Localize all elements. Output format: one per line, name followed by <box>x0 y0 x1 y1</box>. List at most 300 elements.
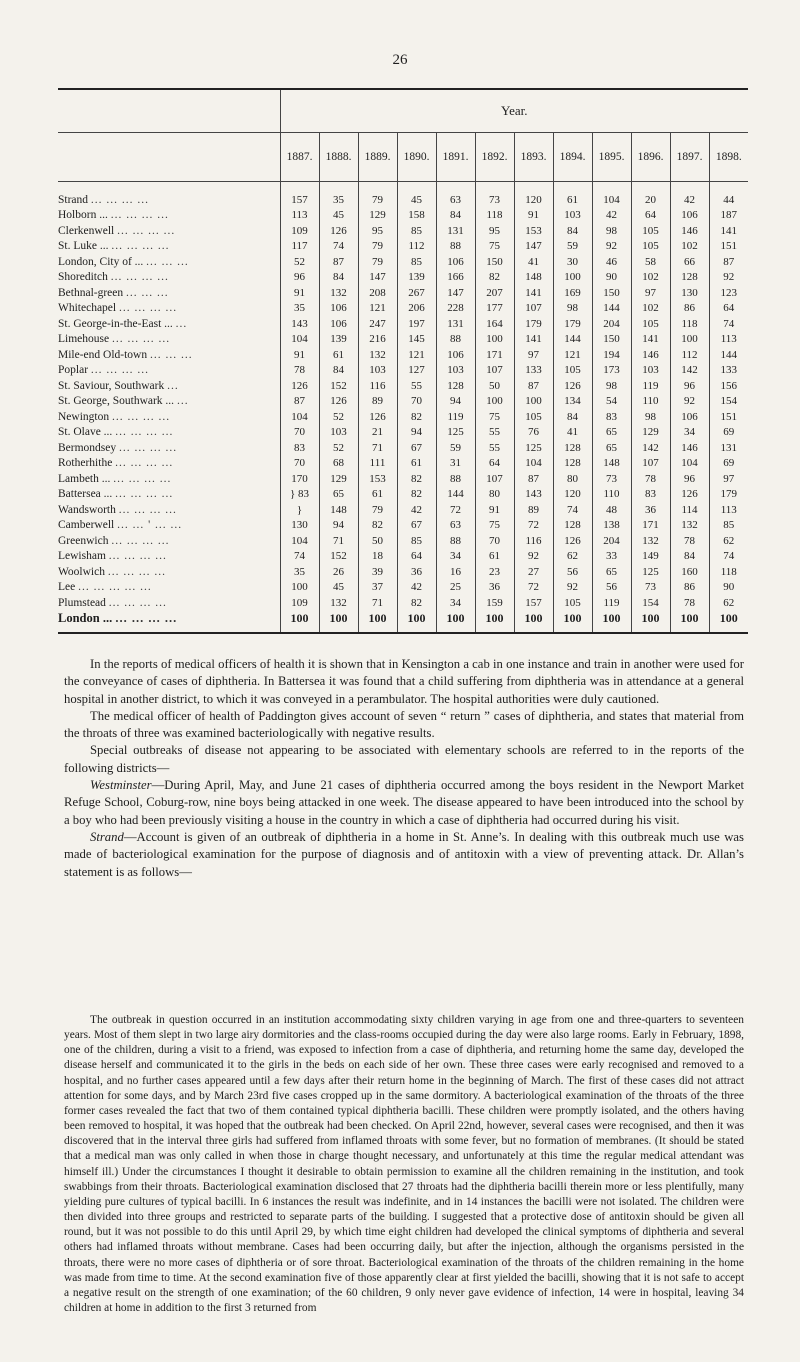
value-cell: 67 <box>397 440 436 456</box>
value-cell: 100 <box>475 332 514 348</box>
value-cell: 132 <box>319 595 358 611</box>
value-cell: 52 <box>319 440 358 456</box>
value-cell: 126 <box>319 223 358 239</box>
value-cell: 96 <box>670 471 709 487</box>
value-cell: 100 <box>709 611 748 633</box>
value-cell: 143 <box>280 316 319 332</box>
value-cell: 166 <box>436 270 475 286</box>
value-cell: 73 <box>631 580 670 596</box>
value-cell: 126 <box>358 409 397 425</box>
value-cell: 197 <box>397 316 436 332</box>
district-name: St. George-in-the-East ... <box>58 317 173 330</box>
district-name: Battersea ... <box>58 488 113 501</box>
value-cell: 62 <box>709 595 748 611</box>
value-cell: 204 <box>592 533 631 549</box>
value-cell: 97 <box>514 347 553 363</box>
value-cell: 146 <box>670 440 709 456</box>
district-cell <box>58 378 280 394</box>
value-cell: 129 <box>358 208 397 224</box>
value-cell: 87 <box>709 254 748 270</box>
value-cell: 35 <box>280 301 319 317</box>
district-name: Mile-end Old-town <box>58 348 148 361</box>
value-cell: 74 <box>709 316 748 332</box>
district-cell <box>58 456 280 472</box>
table-row <box>58 549 748 565</box>
value-cell: 100 <box>631 611 670 633</box>
value-cell: 21 <box>358 425 397 441</box>
value-cell: 267 <box>397 285 436 301</box>
value-cell: 133 <box>514 363 553 379</box>
value-cell: 144 <box>436 487 475 503</box>
value-cell: 42 <box>397 580 436 596</box>
value-cell: 156 <box>709 378 748 394</box>
value-cell: 126 <box>553 378 592 394</box>
value-cell: 104 <box>280 533 319 549</box>
table-row <box>58 316 748 332</box>
value-cell: 107 <box>514 301 553 317</box>
value-cell: 75 <box>475 239 514 255</box>
value-cell: 41 <box>553 425 592 441</box>
value-cell: 159 <box>475 595 514 611</box>
district-cell <box>58 208 280 224</box>
body-text <box>64 656 744 881</box>
value-cell: 84 <box>319 270 358 286</box>
value-cell: 106 <box>670 409 709 425</box>
district-cell <box>58 301 280 317</box>
district-name: Holborn ... <box>58 209 108 222</box>
value-cell: 84 <box>319 363 358 379</box>
value-cell: 169 <box>553 285 592 301</box>
district-name: Bermondsey <box>58 441 117 454</box>
value-cell: 78 <box>670 595 709 611</box>
district-cell <box>58 182 280 208</box>
value-cell: 147 <box>358 270 397 286</box>
district-cell <box>58 347 280 363</box>
value-cell: 130 <box>670 285 709 301</box>
value-cell: 104 <box>670 456 709 472</box>
value-cell: 83 <box>631 487 670 503</box>
value-cell: 150 <box>592 285 631 301</box>
value-cell: 179 <box>709 487 748 503</box>
value-cell: 118 <box>670 316 709 332</box>
value-cell: 89 <box>358 394 397 410</box>
value-cell: 149 <box>631 549 670 565</box>
district-name: Camberwell <box>58 519 115 532</box>
district-cell <box>58 487 280 503</box>
year-group-header: Year. <box>280 90 748 133</box>
value-cell: 100 <box>670 611 709 633</box>
year-header-1892: 1892. <box>475 133 514 182</box>
value-cell: 105 <box>631 239 670 255</box>
value-cell: 103 <box>553 208 592 224</box>
value-cell: 100 <box>280 611 319 633</box>
value-cell: 105 <box>631 223 670 239</box>
value-cell: 146 <box>670 223 709 239</box>
value-cell: 126 <box>670 487 709 503</box>
table-row <box>58 223 748 239</box>
value-cell: 100 <box>397 611 436 633</box>
value-cell: 87 <box>514 378 553 394</box>
value-cell: 79 <box>358 239 397 255</box>
district-cell <box>58 254 280 270</box>
value-cell: 100 <box>514 394 553 410</box>
value-cell: 65 <box>319 487 358 503</box>
value-cell: 144 <box>709 347 748 363</box>
year-header-1888: 1888. <box>319 133 358 182</box>
value-cell: 121 <box>358 301 397 317</box>
strand-text: —Account is given of an outbreak of diphtheria in a home in St. Anne’s. In dealing with this outbreak much use was made of bacteriological examination for the purpose of diagnosis and of antitoxin with a view of preventing attack. Dr. Allan’s statement is as follows— <box>64 829 744 879</box>
value-cell: 133 <box>709 363 748 379</box>
value-cell: 120 <box>553 487 592 503</box>
value-cell: 157 <box>280 182 319 208</box>
value-cell: 107 <box>475 363 514 379</box>
value-cell: 107 <box>475 471 514 487</box>
value-cell: 84 <box>670 549 709 565</box>
dot-leader: ... ... ... <box>149 348 193 361</box>
district-name: Limehouse <box>58 333 110 346</box>
value-cell: 106 <box>436 347 475 363</box>
value-cell: 144 <box>553 332 592 348</box>
table-row <box>58 270 748 286</box>
value-cell: 216 <box>358 332 397 348</box>
value-cell: 34 <box>670 425 709 441</box>
westminster-heading: Westminster <box>90 778 152 793</box>
value-cell: 35 <box>319 182 358 208</box>
value-cell: 18 <box>358 549 397 565</box>
table-row <box>58 580 748 596</box>
value-cell: 59 <box>436 440 475 456</box>
value-cell: 126 <box>280 378 319 394</box>
value-cell: 130 <box>280 518 319 534</box>
value-cell: 72 <box>436 502 475 518</box>
value-cell: 98 <box>631 409 670 425</box>
value-cell: 120 <box>514 182 553 208</box>
district-name: St. George, Southwark ... <box>58 395 175 408</box>
value-cell: 98 <box>553 301 592 317</box>
table-row <box>58 363 748 379</box>
value-cell: 56 <box>592 580 631 596</box>
allan-statement-quote <box>64 1013 744 1316</box>
value-cell: 116 <box>358 378 397 394</box>
value-cell: 96 <box>670 378 709 394</box>
value-cell: 107 <box>631 456 670 472</box>
value-cell: 208 <box>358 285 397 301</box>
district-cell <box>58 409 280 425</box>
value-cell: 42 <box>592 208 631 224</box>
value-cell: 64 <box>709 301 748 317</box>
value-cell: 74 <box>280 549 319 565</box>
dot-leader: ... ... ... ... <box>110 209 169 222</box>
value-cell: 123 <box>709 285 748 301</box>
value-cell: 153 <box>358 471 397 487</box>
value-cell: 106 <box>319 316 358 332</box>
district-name: London, City of ... <box>58 255 144 268</box>
dot-leader: ... ... ... ... <box>115 488 174 501</box>
value-cell: 126 <box>319 394 358 410</box>
value-cell: 154 <box>709 394 748 410</box>
value-cell: 63 <box>436 518 475 534</box>
value-cell: 55 <box>475 425 514 441</box>
value-cell: 110 <box>592 487 631 503</box>
value-cell: 145 <box>397 332 436 348</box>
value-cell: 64 <box>631 208 670 224</box>
dot-leader: ... ... ... <box>126 286 169 299</box>
value-cell: 69 <box>709 425 748 441</box>
dot-leader: ... ... ... ... <box>90 193 150 206</box>
value-cell: 105 <box>631 316 670 332</box>
value-cell: 113 <box>709 502 748 518</box>
value-cell: 33 <box>592 549 631 565</box>
value-cell: 26 <box>319 564 358 580</box>
district-cell <box>58 316 280 332</box>
value-cell: 92 <box>514 549 553 565</box>
table-row <box>58 301 748 317</box>
value-cell: 153 <box>514 223 553 239</box>
year-header-1895: 1895. <box>592 133 631 182</box>
value-cell: 42 <box>397 502 436 518</box>
year-header-1891: 1891. <box>436 133 475 182</box>
dot-leader: ... ... ... <box>146 255 189 268</box>
district-name: Shoreditch <box>58 271 108 284</box>
value-cell: 68 <box>319 456 358 472</box>
value-cell: 118 <box>709 564 748 580</box>
year-header-1889: 1889. <box>358 133 397 182</box>
value-cell: 141 <box>514 285 553 301</box>
district-name: London ... <box>58 610 113 625</box>
value-cell: 106 <box>319 301 358 317</box>
value-cell: 142 <box>631 440 670 456</box>
table-row <box>58 285 748 301</box>
paragraph-paddington: The medical officer of health of Paddington gives account of seven “ return ” cases of diphtheria, and states that material from the throats of three was examined bacteriologically with negative results. <box>64 708 744 741</box>
value-cell: 74 <box>709 549 748 565</box>
value-cell: 91 <box>514 208 553 224</box>
value-cell: 112 <box>670 347 709 363</box>
district-cell <box>58 440 280 456</box>
value-cell: 128 <box>436 378 475 394</box>
value-cell: 20 <box>631 182 670 208</box>
value-cell: 103 <box>436 363 475 379</box>
dot-leader: ... <box>175 317 188 330</box>
value-cell: 134 <box>553 394 592 410</box>
value-cell: 97 <box>631 285 670 301</box>
value-cell: 131 <box>436 316 475 332</box>
value-cell: 63 <box>436 182 475 208</box>
value-cell: 164 <box>475 316 514 332</box>
value-cell: 146 <box>631 347 670 363</box>
dot-leader: ... <box>167 379 179 392</box>
value-cell: 89 <box>514 502 553 518</box>
value-cell: 102 <box>631 270 670 286</box>
value-cell: 112 <box>397 239 436 255</box>
value-cell: 147 <box>514 239 553 255</box>
value-cell: 72 <box>514 580 553 596</box>
value-cell: 79 <box>358 254 397 270</box>
value-cell: 98 <box>592 223 631 239</box>
value-cell: 71 <box>358 440 397 456</box>
value-cell: 104 <box>514 456 553 472</box>
value-cell: 100 <box>553 611 592 633</box>
value-cell: 139 <box>397 270 436 286</box>
value-cell: 92 <box>709 270 748 286</box>
year-header-1894: 1894. <box>553 133 592 182</box>
value-cell: 173 <box>592 363 631 379</box>
table-row <box>58 564 748 580</box>
value-cell: 34 <box>436 549 475 565</box>
value-cell: 105 <box>553 595 592 611</box>
value-cell: 92 <box>553 580 592 596</box>
value-cell: 73 <box>592 471 631 487</box>
table-row <box>58 332 748 348</box>
district-name: Clerkenwell <box>58 224 115 237</box>
dot-leader: ... ... ... ... <box>111 240 170 253</box>
dot-leader: ... <box>176 395 189 408</box>
dot-leader: ... ... ... ... <box>119 441 178 454</box>
value-cell: 132 <box>358 347 397 363</box>
value-cell: 82 <box>397 595 436 611</box>
value-cell: 194 <box>592 347 631 363</box>
value-cell: 158 <box>397 208 436 224</box>
district-cell <box>58 394 280 410</box>
value-cell: 45 <box>319 208 358 224</box>
value-cell: 44 <box>709 182 748 208</box>
value-cell: 100 <box>553 270 592 286</box>
value-cell: 45 <box>397 182 436 208</box>
year-header-1897: 1897. <box>670 133 709 182</box>
value-cell: 50 <box>475 378 514 394</box>
table-row <box>58 595 748 611</box>
value-cell: 121 <box>553 347 592 363</box>
value-cell: 85 <box>397 223 436 239</box>
dot-leader: ... ... ... ... <box>113 472 172 485</box>
value-cell: 106 <box>670 208 709 224</box>
value-cell: 132 <box>319 285 358 301</box>
value-cell: 90 <box>709 580 748 596</box>
value-cell: 92 <box>592 239 631 255</box>
district-cell <box>58 502 280 518</box>
value-cell: 82 <box>397 409 436 425</box>
value-cell: 37 <box>358 580 397 596</box>
value-cell: 171 <box>475 347 514 363</box>
value-cell: 104 <box>280 332 319 348</box>
district-name: St. Saviour, Southwark <box>58 379 165 392</box>
value-cell: 144 <box>592 301 631 317</box>
value-cell: 150 <box>475 254 514 270</box>
district-cell <box>58 564 280 580</box>
value-cell: 125 <box>514 440 553 456</box>
value-cell: 41 <box>514 254 553 270</box>
value-cell: 76 <box>514 425 553 441</box>
value-cell: 78 <box>280 363 319 379</box>
value-cell: 103 <box>631 363 670 379</box>
value-cell: 31 <box>436 456 475 472</box>
value-cell: 100 <box>280 580 319 596</box>
value-cell: 179 <box>514 316 553 332</box>
value-cell: 187 <box>709 208 748 224</box>
district-cell <box>58 533 280 549</box>
value-cell: 66 <box>670 254 709 270</box>
value-cell: 148 <box>319 502 358 518</box>
district-name: Plumstead <box>58 596 106 609</box>
value-cell: 204 <box>592 316 631 332</box>
value-cell: 91 <box>475 502 514 518</box>
district-name: Wandsworth <box>58 503 116 516</box>
value-cell: 50 <box>358 533 397 549</box>
dot-leader: ... ... ' ... ... <box>117 519 183 532</box>
value-cell: 228 <box>436 301 475 317</box>
value-cell: 148 <box>592 456 631 472</box>
table-row <box>58 440 748 456</box>
district-name: Whitechapel <box>58 302 117 315</box>
value-cell: 73 <box>475 182 514 208</box>
value-cell: 62 <box>553 549 592 565</box>
district-cell <box>58 425 280 441</box>
value-cell: 59 <box>553 239 592 255</box>
value-cell: 70 <box>397 394 436 410</box>
value-cell: 91 <box>280 347 319 363</box>
dot-leader: ... ... ... ... <box>107 565 166 578</box>
district-name: Newington <box>58 410 110 423</box>
value-cell: 247 <box>358 316 397 332</box>
value-cell: 87 <box>514 471 553 487</box>
value-cell: 141 <box>514 332 553 348</box>
value-cell: 148 <box>514 270 553 286</box>
value-cell: 61 <box>358 487 397 503</box>
value-cell: 128 <box>553 518 592 534</box>
value-cell: 61 <box>475 549 514 565</box>
value-cell: 150 <box>592 332 631 348</box>
value-cell: 109 <box>280 595 319 611</box>
value-cell: 84 <box>436 208 475 224</box>
value-cell: 171 <box>631 518 670 534</box>
table-row <box>58 409 748 425</box>
dot-leader: ... ... ... ... <box>118 302 178 315</box>
table-row <box>58 502 748 518</box>
district-name: Lee <box>58 581 76 594</box>
value-cell: 65 <box>592 564 631 580</box>
value-cell: 74 <box>553 502 592 518</box>
value-cell: 102 <box>631 301 670 317</box>
value-cell: 64 <box>475 456 514 472</box>
value-cell: } <box>280 502 319 518</box>
district-cell <box>58 611 280 633</box>
value-cell: 132 <box>631 533 670 549</box>
page-number: 26 <box>392 52 408 68</box>
value-cell: 154 <box>631 595 670 611</box>
district-name: Woolwich <box>58 565 105 578</box>
table-row <box>58 487 748 503</box>
value-cell: 111 <box>358 456 397 472</box>
value-cell: 109 <box>280 223 319 239</box>
dot-leader: ... ... ... ... ... <box>78 581 152 594</box>
paragraph-westminster <box>64 777 744 829</box>
value-cell: 36 <box>631 502 670 518</box>
district-cell <box>58 285 280 301</box>
value-cell: 157 <box>514 595 553 611</box>
value-cell: 100 <box>670 332 709 348</box>
value-cell: 102 <box>670 239 709 255</box>
dot-leader: ... ... ... ... <box>108 596 167 609</box>
district-cell <box>58 363 280 379</box>
dot-leader: ... ... ... ... <box>115 426 174 439</box>
district-cell <box>58 518 280 534</box>
value-cell: 143 <box>514 487 553 503</box>
value-cell: 119 <box>592 595 631 611</box>
table-row <box>58 518 748 534</box>
value-cell: 25 <box>436 580 475 596</box>
value-cell: 126 <box>553 533 592 549</box>
value-cell: 114 <box>670 502 709 518</box>
dot-leader: ... ... ... ... <box>115 610 178 625</box>
